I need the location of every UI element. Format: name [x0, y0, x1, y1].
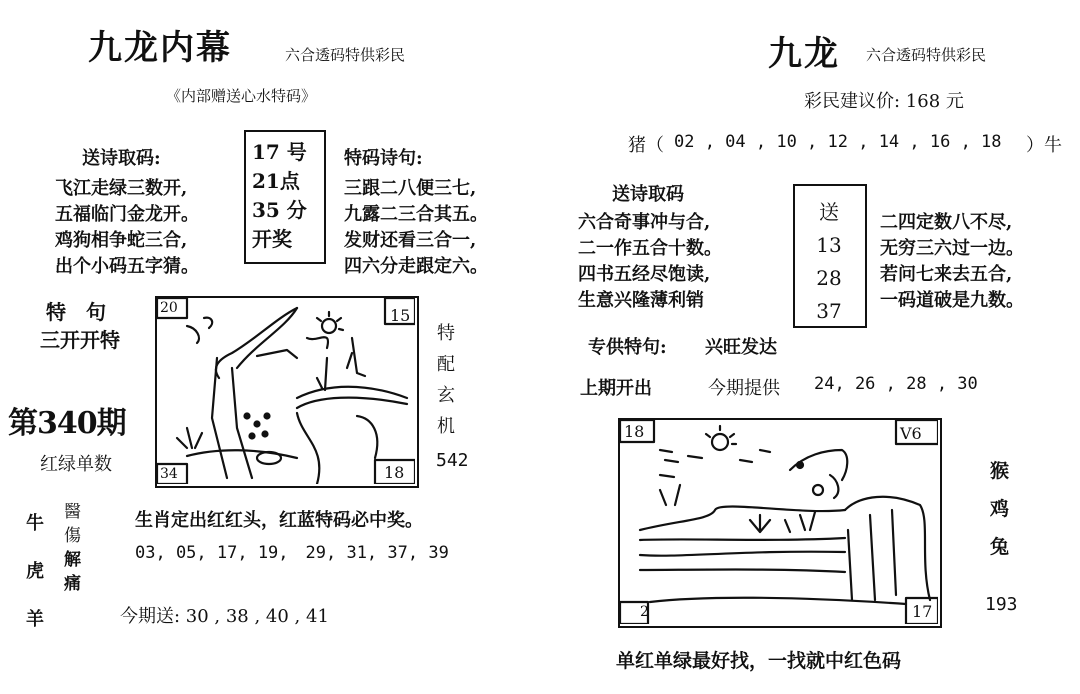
- poem-line: 四六分走跟定六。: [344, 256, 488, 277]
- left-subtitle: 六合透码特供彩民: [285, 46, 406, 64]
- left-corner-bl: 34: [160, 466, 178, 482]
- right-pig-numbers: 02 , 04 , 10 , 12 , 14 , 16 , 18: [674, 132, 1002, 152]
- right-corner-tl: 18: [624, 422, 645, 441]
- send-number: 13: [816, 233, 842, 257]
- left-draw-time: [252, 138, 307, 254]
- poem-line: 若问七来去五合,: [880, 264, 1013, 285]
- left-special-phrase-label: 特 句: [46, 300, 106, 324]
- poem-line: 鸡狗相争蛇三合,: [55, 230, 188, 251]
- poem-line: 发财还看三合一,: [344, 230, 477, 251]
- left-corner-tl: 20: [160, 300, 178, 316]
- right-corner-br: 17: [912, 602, 933, 621]
- zodiac: 羊: [26, 609, 44, 630]
- draw-point: 21点: [252, 169, 300, 193]
- poem-line: 飞江走绿三数开,: [55, 178, 188, 199]
- poem-line: 四书五经尽饱读,: [578, 264, 711, 285]
- send-number: 37: [816, 299, 842, 323]
- poem-line: 二一作五合十数。: [578, 238, 722, 259]
- draw-label: 开奖: [252, 227, 292, 251]
- left-hand-drawing: [157, 298, 415, 484]
- right-special-text: 兴旺发达: [705, 337, 777, 358]
- right-hand-drawing: [620, 420, 938, 624]
- zodiac: 猴: [990, 460, 1010, 482]
- poem-line: 一码道破是九数。: [880, 290, 1024, 311]
- right-this-provide: 今期提供: [708, 378, 780, 399]
- poem-line: 三跟二八便三七,: [344, 178, 477, 199]
- right-vertical-number: 193: [985, 594, 1018, 615]
- ad-char: 解: [64, 550, 81, 570]
- ad-char: 醫: [64, 502, 81, 522]
- left-title: 九龙内幕: [88, 28, 232, 68]
- left-send-poem-label: 送诗取码:: [82, 148, 161, 169]
- left-special-poem-label: 特码诗句:: [344, 148, 423, 169]
- poem-line: 无穷三六过一边。: [880, 238, 1024, 259]
- left-internal-note: 《内部赠送心水特码》: [166, 87, 317, 105]
- right-provide-numbers: 24, 26 , 28 , 30: [814, 374, 978, 394]
- left-red-green: 红绿单数: [40, 454, 112, 475]
- zodiac: 虎: [26, 561, 44, 582]
- zodiac: 牛: [26, 513, 44, 534]
- left-vertical-note: [437, 318, 455, 442]
- poem-line: 生意兴隆薄利销: [578, 290, 704, 311]
- left-rhyme: 生肖定出红红头，红蓝特码必中奖。: [135, 510, 423, 531]
- left-poem-right: [344, 176, 488, 280]
- right-pig-label: 猪（: [628, 135, 664, 156]
- poem-line: 九露二三合其五。: [344, 204, 488, 225]
- draw-number: 17 号: [252, 140, 307, 164]
- right-poem-right: [880, 210, 1024, 314]
- left-special-phrase: 三开开特: [40, 328, 120, 352]
- zodiac: 兔: [990, 536, 1010, 558]
- note-char: 玄: [437, 385, 455, 406]
- right-corner-bl: 2: [640, 604, 649, 620]
- poem-line: 六合奇事冲与合,: [578, 212, 711, 233]
- left-vertical-number: 542: [436, 450, 469, 471]
- ad-char: 痛: [64, 574, 81, 594]
- left-poem-left: [55, 176, 199, 280]
- note-char: 特: [437, 323, 455, 344]
- poem-line: 二四定数八不尽,: [880, 212, 1013, 233]
- left-ad-words: [64, 500, 81, 596]
- right-title: 九龙: [768, 34, 840, 74]
- right-pig-tail: ）牛: [1026, 135, 1062, 156]
- right-send-values: [814, 196, 844, 328]
- poem-line: 五福临门金龙开。: [55, 204, 199, 225]
- right-bottom-line: 单红单绿最好找，一找就中红色码: [616, 650, 902, 672]
- left-numbers-row: 03, 05, 17, 19, 29, 31, 37, 39: [135, 543, 449, 563]
- right-special-label: 专供特句:: [588, 337, 667, 358]
- right-subtitle: 六合透码特供彩民: [866, 46, 987, 64]
- zodiac: 鸡: [990, 498, 1010, 520]
- right-zodiacs: [990, 452, 1009, 566]
- issue-number: 第340期: [8, 406, 126, 441]
- left-corner-tr: 15: [390, 306, 411, 325]
- right-poem-left: [578, 210, 722, 314]
- send-number: 28: [816, 266, 842, 290]
- right-corner-tr: V6: [900, 424, 922, 443]
- left-today-send: 今期送: 30 , 38 , 40 , 41: [120, 606, 329, 627]
- left-zodiacs: [26, 500, 44, 644]
- right-send-poem-label: 送诗取码: [612, 184, 684, 205]
- poem-line: 出个小码五字猜。: [55, 256, 199, 277]
- right-price: 彩民建议价: 168 元: [804, 91, 964, 112]
- note-char: 机: [437, 416, 455, 437]
- note-char: 配: [437, 354, 455, 375]
- left-corner-br: 18: [384, 463, 405, 482]
- ad-char: 傷: [64, 526, 81, 546]
- draw-minute: 35 分: [252, 198, 307, 222]
- send-label: 送: [819, 200, 839, 224]
- right-last-open: 上期开出: [580, 378, 652, 399]
